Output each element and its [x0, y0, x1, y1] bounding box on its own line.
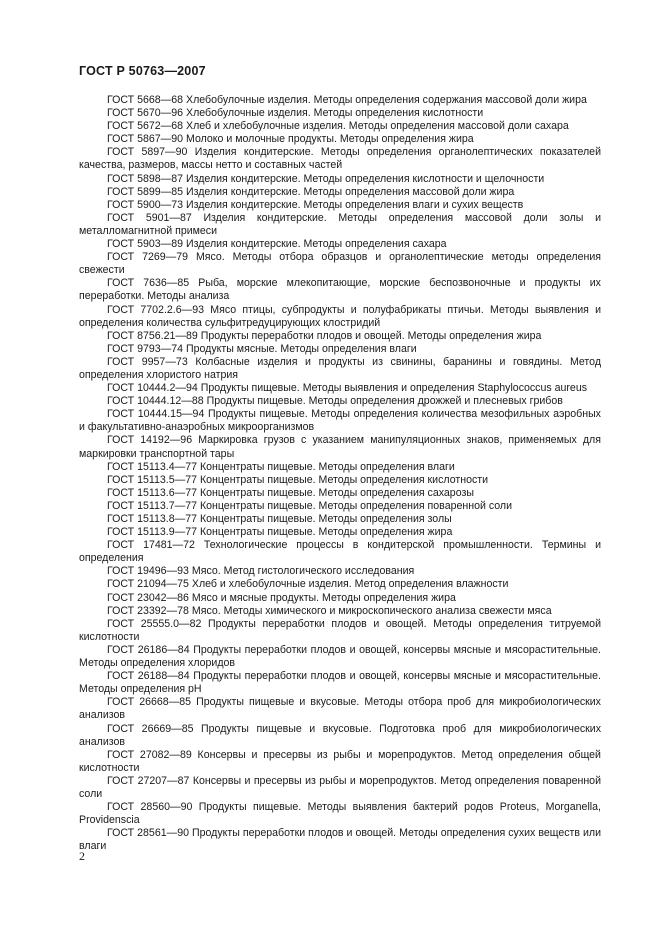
reference-entry	[79, 277, 601, 303]
standard-code: ГОСТ 26668—85	[107, 696, 192, 709]
standard-code: ГОСТ 10444.2—94	[107, 382, 198, 395]
standard-code: ГОСТ 26669—85	[107, 722, 194, 735]
reference-entry	[79, 199, 601, 212]
reference-entry	[79, 827, 601, 853]
standard-code: ГОСТ 9793—74	[107, 342, 184, 355]
standard-code: ГОСТ 28560—90	[107, 801, 193, 814]
standard-code: ГОСТ 17481—72	[107, 539, 195, 552]
standard-title: Рыба, морские млекопитающие, морские беспозвоночные и продукты их переработки. Методы анализа	[79, 277, 601, 303]
standard-title: Продукты пищевые. Методы определения дрожжей и плесневых грибов	[206, 395, 563, 408]
standard-title: Мясо. Методы отбора образцов и органолептические методы определения свежести	[79, 251, 601, 277]
standard-code: ГОСТ 7269—79	[107, 251, 189, 264]
standard-title: Концентраты пищевые. Методы определения сахарозы	[199, 486, 474, 499]
reference-entry	[79, 343, 601, 356]
standard-code: ГОСТ 23042—86	[107, 591, 189, 604]
standard-title: Хлебобулочные изделия. Методы определения кислотности	[186, 107, 484, 120]
normative-references-list	[79, 94, 601, 853]
standard-code: ГОСТ 5867—90	[107, 133, 184, 146]
standard-code: ГОСТ 15113.8—77	[107, 513, 197, 525]
reference-entry	[79, 723, 601, 749]
standard-code: ГОСТ 15113.9—77	[107, 526, 197, 539]
reference-entry	[79, 461, 601, 474]
standard-title: Изделия кондитерские. Методы определения сахара	[186, 238, 447, 251]
standard-code: ГОСТ 15113.6—77	[107, 486, 197, 499]
standard-title: Изделия кондитерские. Методы определения массовой доли золы и металломагнитной примеси	[79, 211, 601, 237]
reference-entry	[79, 696, 601, 722]
reference-entry	[79, 434, 601, 460]
reference-entry	[79, 251, 601, 277]
reference-entry	[79, 592, 601, 605]
standard-code: ГОСТ 7702.2.6—93	[107, 303, 205, 316]
standard-code: ГОСТ 15113.4—77	[107, 460, 197, 473]
reference-entry	[79, 605, 601, 618]
standard-title: Хлеб и хлебобулочные изделия. Метод определения влажности	[191, 578, 509, 591]
reference-entry	[79, 382, 601, 395]
standard-title: Мясо. Методы химического и микроскопического анализа свежести мяса	[191, 604, 552, 617]
standard-code: ГОСТ 15113.5—77	[107, 473, 197, 486]
reference-entry	[79, 670, 601, 696]
standard-title: Концентраты пищевые. Методы определения золы	[199, 513, 452, 525]
reference-entry	[79, 120, 601, 133]
standard-title: Продукты пищевые. Методы выявления и определения Staphylococcus aureus	[200, 382, 588, 395]
reference-entry	[79, 749, 601, 775]
standard-code: ГОСТ 5898—87	[107, 172, 184, 185]
standard-title: Концентраты пищевые. Методы определения поваренной соли	[199, 499, 512, 512]
standard-title: Продукты пищевые и вкусовые. Методы отбора проб для микробиологических анализов	[79, 696, 601, 722]
standard-title: Концентраты пищевые. Методы определения влаги	[199, 460, 455, 473]
standard-code: ГОСТ 8756.21—89	[107, 329, 198, 342]
standard-title: Продукты переработки плодов и овощей. Методы определения титруемой кислотности	[79, 617, 601, 643]
standard-code: ГОСТ 21094—75	[107, 578, 189, 591]
reference-entry	[79, 173, 601, 186]
standard-code: ГОСТ 28561—90	[107, 827, 189, 840]
standard-code: ГОСТ 15113.7—77	[107, 499, 197, 512]
reference-entry	[79, 330, 601, 343]
standard-title: Продукты переработки плодов и овощей. Методы определения жира	[200, 329, 542, 342]
standard-code: ГОСТ 9957—73	[107, 355, 188, 368]
standard-code: ГОСТ 5672—68	[107, 120, 184, 133]
standard-title: Изделия кондитерские. Методы определения влаги и сухих веществ	[186, 198, 524, 211]
standard-title: Концентраты пищевые. Методы определения жира	[199, 526, 453, 539]
standard-title: Продукты пищевые. Методы определения количества мезофильных аэробных и факультативно-анаэробных микроорганизмов	[79, 408, 601, 434]
standard-title: Изделия кондитерские. Методы определения кислотности и щелочности	[186, 172, 545, 185]
standard-title: Технологические процессы в кондитерской промышленности. Термины и определения	[79, 539, 601, 565]
standard-code: ГОСТ 14192—96	[107, 434, 193, 447]
standard-title: Консервы и пресервы из рыбы и морепродуктов. Метод определения поваренной соли	[79, 774, 601, 800]
reference-entry	[79, 146, 601, 172]
reference-entry	[79, 644, 601, 670]
standard-title: Маркировка грузов с указанием манипуляционных знаков, применяемых для маркировки транспортной тары	[79, 434, 601, 460]
standard-code: ГОСТ 27082—89	[107, 748, 192, 761]
standard-code: ГОСТ 10444.15—94	[107, 408, 205, 421]
standard-title: Мясо. Метод гистологического исследования	[191, 565, 415, 578]
standard-title: Концентраты пищевые. Методы определения кислотности	[199, 473, 489, 486]
standard-title: Продукты переработки плодов и овощей, консервы мясные и мясорастительные. Методы определения pH	[79, 670, 601, 696]
reference-entry	[79, 513, 601, 526]
standard-title: Хлеб и хлебобулочные изделия. Методы определения массовой доли сахара	[186, 120, 569, 133]
standard-code: ГОСТ 5668—68	[107, 94, 184, 106]
reference-entry	[79, 526, 601, 539]
standard-code: ГОСТ 5900—73	[107, 198, 184, 211]
reference-entry	[79, 539, 601, 565]
reference-entry	[79, 107, 601, 120]
standard-code: ГОСТ 26188—84	[107, 670, 190, 683]
standard-code: ГОСТ 10444.12—88	[107, 395, 204, 408]
reference-entry	[79, 94, 601, 107]
standard-title: Продукты пищевые и вкусовые. Подготовка проб для микробиологических анализов	[79, 722, 601, 748]
reference-entry	[79, 212, 601, 238]
standard-title: Изделия кондитерские. Методы определения массовой доли жира	[186, 185, 515, 198]
standard-title: Изделия кондитерские. Методы определения органолептических показателей качества, размеров, массы нетто и составных частей	[79, 146, 601, 172]
reference-entry	[79, 238, 601, 251]
reference-entry	[79, 304, 601, 330]
reference-entry	[79, 775, 601, 801]
reference-entry	[79, 474, 601, 487]
standard-title: Продукты мясные. Методы определения влаги	[186, 342, 417, 355]
standard-title: Продукты переработки плодов и овощей, консервы мясные и мясорастительные. Методы определения хлоридов	[79, 643, 601, 670]
reference-entry	[79, 356, 601, 382]
document-header: ГОСТ Р 50763—2007	[79, 64, 206, 78]
standard-code: ГОСТ 19496—93	[107, 565, 189, 578]
reference-entry	[79, 133, 601, 146]
standard-title: Хлебобулочные изделия. Методы определения содержания массовой доли жира	[186, 94, 587, 106]
standard-title: Колбасные изделия и продукты из свинины, баранины и говядины. Метод определения хлористого натрия	[79, 355, 601, 381]
standard-title: Мясо и мясные продукты. Методы определения жира	[191, 591, 456, 604]
reference-entry	[79, 408, 601, 434]
reference-entry	[79, 801, 601, 827]
standard-code: ГОСТ 7636—85	[107, 277, 190, 290]
reference-entry	[79, 565, 601, 578]
reference-entry	[79, 618, 601, 644]
page-number: 2	[79, 849, 85, 863]
reference-entry	[79, 578, 601, 591]
standard-title: Мясо птицы, субпродукты и полуфабрикаты птичьи. Методы выявления и определения количества сульфитредуцирующих клостридий	[79, 303, 602, 329]
standard-title: Продукты переработки плодов и овощей. Методы определения сухих веществ или влаги	[79, 827, 601, 853]
reference-entry	[79, 186, 601, 199]
standard-code: ГОСТ 27207—87	[107, 774, 190, 787]
reference-entry	[79, 487, 601, 500]
standard-code: ГОСТ 23392—78	[107, 604, 189, 617]
standard-code: ГОСТ 5899—85	[107, 185, 184, 198]
standard-code: ГОСТ 25555.0—82	[107, 617, 202, 630]
reference-entry	[79, 395, 601, 408]
reference-entry	[79, 500, 601, 513]
standard-code: ГОСТ 5901—87	[107, 211, 192, 224]
standard-code: ГОСТ 5670—96	[107, 107, 184, 120]
standard-title: Продукты пищевые. Методы выявления бактерий родов Proteus, Morganella, Providenscia	[79, 801, 601, 827]
standard-title: Консервы и пресервы из рыбы и морепродуктов. Метод определения общей кислотности	[79, 748, 601, 774]
standard-code: ГОСТ 5897—90	[107, 146, 188, 159]
standard-code: ГОСТ 5903—89	[107, 238, 184, 251]
standard-code: ГОСТ 26186—84	[107, 643, 190, 656]
standard-title: Молоко и молочные продукты. Методы определения жира	[186, 133, 474, 146]
